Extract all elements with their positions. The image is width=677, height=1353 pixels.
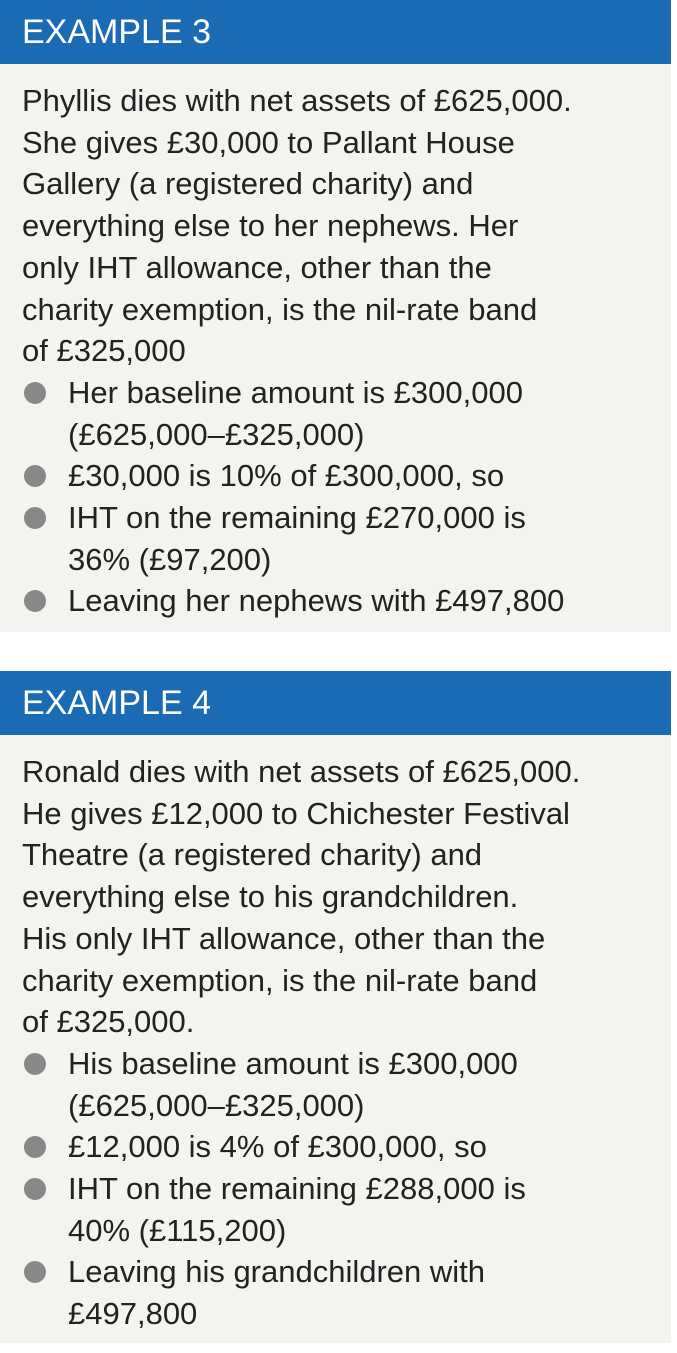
paragraph-line: Gallery (a registered charity) and (22, 166, 474, 202)
list-item (22, 455, 649, 497)
bullet-icon (24, 1136, 46, 1158)
bullet-line: £30,000 is 10% of £300,000, so (68, 458, 505, 494)
list-item (22, 1168, 649, 1251)
example-3-paragraph (22, 80, 649, 372)
bullet-line: £12,000 is 4% of £300,000, so (68, 1129, 487, 1165)
bullet-icon (24, 1261, 46, 1283)
bullet-line: 36% (£97,200) (68, 541, 272, 577)
bullet-line: Leaving his grandchildren with (68, 1254, 486, 1290)
list-item (22, 580, 649, 622)
paragraph-line: Ronald dies with net assets of £625,000. (22, 754, 581, 789)
example-4-paragraph (22, 751, 649, 1043)
bullet-line: 40% (£115,200) (68, 1212, 287, 1248)
paragraph-line: Theatre (a registered charity) and (22, 837, 483, 873)
bullet-icon (24, 1178, 46, 1200)
bullet-line: £497,800 (68, 1296, 198, 1332)
bullet-line: His baseline amount is £300,000 (68, 1045, 518, 1081)
example-4-panel (0, 671, 671, 1343)
bullet-icon (24, 590, 46, 612)
list-item (22, 372, 649, 455)
paragraph-line: everything else to his grandchildren. (22, 879, 519, 915)
example-4-bullet-list (22, 1043, 649, 1335)
list-item (22, 1126, 649, 1168)
paragraph-line: of £325,000 (22, 333, 186, 369)
paragraph-line: charity exemption, is the nil-rate band (22, 962, 538, 998)
bullet-line: Leaving her nephews with £497,800 (68, 583, 565, 619)
example-3-body (0, 64, 671, 622)
paragraph-line: everything else to her nephews. Her (22, 208, 519, 244)
bullet-icon (24, 382, 46, 404)
paragraph-line: Phyllis dies with net assets of £625,000. (22, 83, 572, 118)
list-item (22, 497, 649, 580)
paragraph-line: He gives £12,000 to Chichester Festival (22, 795, 570, 831)
paragraph-line: charity exemption, is the nil-rate band (22, 291, 538, 327)
bullet-line: Her baseline amount is £300,000 (68, 374, 523, 410)
bullet-line: (£625,000–£325,000) (68, 416, 365, 452)
paragraph-line: His only IHT allowance, other than the (22, 920, 546, 956)
paragraph-line: of £325,000. (22, 1004, 195, 1040)
bullet-line: (£625,000–£325,000) (68, 1087, 365, 1123)
list-item (22, 1251, 649, 1334)
bullet-icon (24, 507, 46, 529)
bullet-line: IHT on the remaining £288,000 is (68, 1171, 526, 1207)
paragraph-line: only IHT allowance, other than the (22, 249, 492, 285)
bullet-line: IHT on the remaining £270,000 is (68, 500, 526, 536)
example-4-body (0, 735, 671, 1335)
example-3-panel (0, 0, 671, 632)
bullet-icon (24, 465, 46, 487)
example-4-title: EXAMPLE 4 (0, 671, 671, 735)
example-3-bullet-list (22, 372, 649, 622)
paragraph-line: She gives £30,000 to Pallant House (22, 124, 515, 160)
list-item (22, 1043, 649, 1126)
bullet-icon (24, 1053, 46, 1075)
example-3-title: EXAMPLE 3 (0, 0, 671, 64)
